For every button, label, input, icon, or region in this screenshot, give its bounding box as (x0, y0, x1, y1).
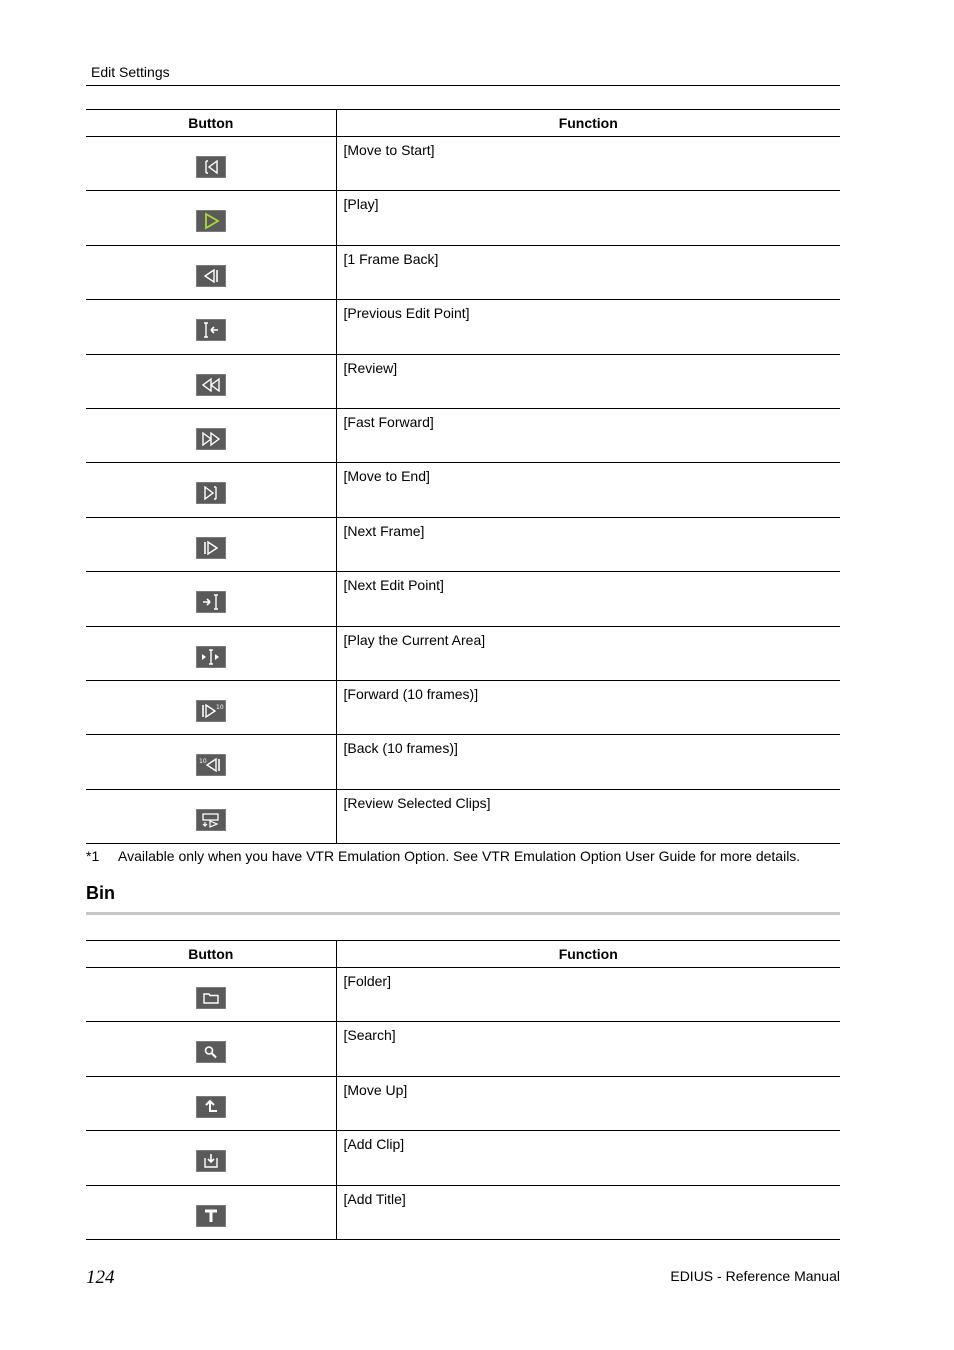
button-cell (86, 789, 336, 843)
table-row (86, 968, 840, 1022)
function-cell: [Next Frame] (336, 517, 840, 571)
table-row (86, 735, 840, 789)
add-title-icon (196, 1205, 226, 1227)
move-to-start-icon (196, 156, 226, 178)
footnote (86, 848, 800, 864)
button-cell (86, 680, 336, 734)
review-icon (196, 374, 226, 396)
search-icon (196, 1041, 226, 1063)
playback-buttons-table (86, 109, 840, 844)
forward-10-frames-icon (196, 700, 226, 722)
function-cell: [Play the Current Area] (336, 626, 840, 680)
footnote-text: Available only when you have VTR Emulation Option. See VTR Emulation Option User Guide for more details. (118, 848, 801, 864)
function-cell: [Review] (336, 354, 840, 408)
table-row (86, 245, 840, 299)
function-cell: [Add Title] (336, 1185, 840, 1239)
review-selected-clips-icon (196, 809, 226, 831)
previous-edit-point-icon (196, 319, 226, 341)
button-cell (86, 191, 336, 245)
button-cell (86, 354, 336, 408)
button-cell (86, 463, 336, 517)
table-row (86, 408, 840, 462)
table-row (86, 137, 840, 191)
table-row (86, 1022, 840, 1076)
function-column-header: Function (336, 941, 840, 968)
section-title-bin: Bin (86, 883, 115, 903)
function-cell: [Back (10 frames)] (336, 735, 840, 789)
table-row (86, 1131, 840, 1185)
function-cell: [Fast Forward] (336, 408, 840, 462)
page-number: 124 (86, 1267, 115, 1288)
table-header-row (86, 110, 840, 137)
table-row (86, 1185, 840, 1239)
move-to-end-icon (196, 482, 226, 504)
frame-back-icon (196, 265, 226, 287)
bin-buttons-table (86, 940, 840, 1240)
function-cell: [Play] (336, 191, 840, 245)
table-row (86, 354, 840, 408)
function-cell: [Previous Edit Point] (336, 300, 840, 354)
function-cell: [Add Clip] (336, 1131, 840, 1185)
table-row (86, 191, 840, 245)
footer-manual-title: EDIUS - Reference Manual (670, 1268, 840, 1284)
table-row (86, 300, 840, 354)
function-cell: [Next Edit Point] (336, 572, 840, 626)
svg-text:10: 10 (215, 703, 224, 711)
table-header-row (86, 941, 840, 968)
running-header: Edit Settings (91, 64, 170, 80)
button-cell (86, 1076, 336, 1130)
table-row (86, 463, 840, 517)
move-up-icon (196, 1096, 226, 1118)
button-cell (86, 735, 336, 789)
function-cell: [Move Up] (336, 1076, 840, 1130)
section-rule (86, 912, 840, 915)
button-column-header: Button (86, 941, 336, 968)
function-cell: [1 Frame Back] (336, 245, 840, 299)
button-column-header: Button (86, 110, 336, 137)
fast-forward-icon (196, 428, 226, 450)
play-icon (196, 210, 226, 232)
function-cell: [Search] (336, 1022, 840, 1076)
folder-icon (196, 987, 226, 1009)
svg-text:10: 10 (198, 758, 207, 766)
back-10-frames-icon (196, 754, 226, 776)
add-clip-icon (196, 1150, 226, 1172)
button-cell (86, 137, 336, 191)
function-column-header: Function (336, 110, 840, 137)
function-cell: [Folder] (336, 968, 840, 1022)
table-row (86, 517, 840, 571)
button-cell (86, 245, 336, 299)
button-cell (86, 1022, 336, 1076)
button-cell (86, 300, 336, 354)
play-current-area-icon (196, 646, 226, 668)
next-edit-point-icon (196, 591, 226, 613)
header-rule (86, 85, 840, 86)
table-row (86, 626, 840, 680)
button-cell (86, 572, 336, 626)
button-cell (86, 626, 336, 680)
function-cell: [Forward (10 frames)] (336, 680, 840, 734)
button-cell (86, 517, 336, 571)
table-row (86, 1076, 840, 1130)
function-cell: [Move to Start] (336, 137, 840, 191)
function-cell: [Move to End] (336, 463, 840, 517)
table-row (86, 789, 840, 843)
table-row (86, 572, 840, 626)
next-frame-icon (196, 537, 226, 559)
button-cell (86, 1185, 336, 1239)
button-cell (86, 408, 336, 462)
function-cell: [Review Selected Clips] (336, 789, 840, 843)
table-row (86, 680, 840, 734)
button-cell (86, 968, 336, 1022)
button-cell (86, 1131, 336, 1185)
footnote-mark: *1 (86, 848, 100, 864)
